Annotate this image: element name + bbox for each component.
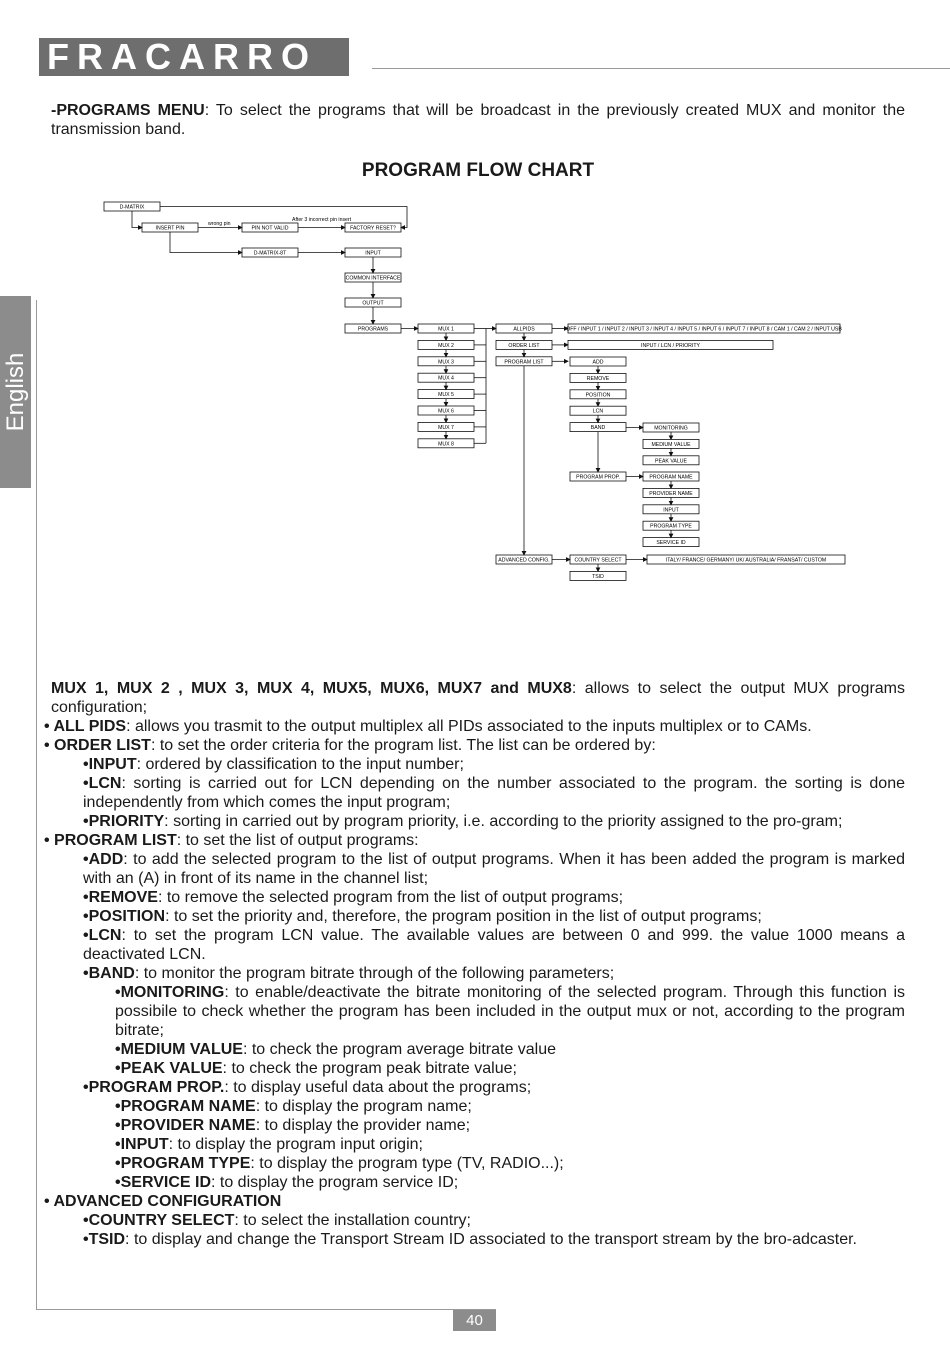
node-allpids-options (566, 324, 842, 333)
node-advanced-config (496, 555, 552, 564)
node-mux-7-label: MUX 7 (438, 424, 454, 431)
item-description: : sorting is carried out for LCN depending on the number associated to the program. the sorting is done independently from which comes the input program; (83, 775, 905, 811)
node-lcn-label: LCN (592, 408, 604, 415)
intro-paragraph (51, 101, 905, 139)
node-program-type (643, 521, 699, 530)
item-term: •TSID (83, 1231, 126, 1248)
item-term: •PROGRAM PROP. (83, 1079, 225, 1096)
node-mux-1 (418, 324, 474, 333)
node-program-name-label: PROGRAM NAME (649, 474, 693, 481)
node-mux-2 (418, 340, 474, 349)
description-body (0, 679, 950, 1249)
page-frame-bottom (36, 1309, 496, 1310)
node-medium-value (643, 439, 699, 448)
item-description: : to monitor the program bitrate through of the following parameters; (134, 965, 615, 982)
description-item (83, 755, 905, 774)
item-term: •MEDIUM VALUE (115, 1041, 243, 1058)
item-description: : to display the program name; (255, 1098, 472, 1115)
node-peak-value-label: PEAK VALUE (655, 458, 687, 465)
node-remove (570, 373, 626, 382)
item-term: •INPUT (83, 756, 137, 773)
description-item (115, 983, 905, 1040)
node-dmatrix8t-label: D-MATRIX-8T (253, 250, 287, 257)
node-factory-reset (345, 223, 401, 232)
intro-text: : To select the programs that will be broadcast in the previously created MUX and monitor the transmission band. (51, 102, 906, 138)
item-term: MUX 1, MUX 2 , MUX 3, MUX 4, MUX5, MUX6, MUX7 and MUX8 (51, 680, 572, 697)
node-mux-1-label: MUX 1 (438, 326, 454, 333)
item-description: : to display and change the Transport Stream ID associated to the transport stream by the bro-adcaster. (125, 1231, 857, 1248)
node-service-id (643, 538, 699, 547)
item-term: • ORDER LIST (44, 737, 151, 754)
node-band-label: BAND (590, 425, 606, 432)
item-term: •BAND (83, 965, 135, 982)
item-term: •LCN (83, 927, 122, 944)
item-description: : to display the program type (TV, RADIO...); (250, 1155, 564, 1172)
description-item (115, 1154, 905, 1173)
node-peak-value (643, 456, 699, 465)
node-provider-name (643, 488, 699, 497)
node-mux-5-label: MUX 5 (438, 392, 454, 399)
description-item (115, 1040, 905, 1059)
node-prop-input-label: INPUT (663, 507, 679, 514)
item-term: •SERVICE ID (115, 1174, 211, 1191)
node-input (345, 248, 401, 257)
node-program-prop-label: PROGRAM PROP. (576, 474, 620, 481)
node-common-interface (345, 273, 401, 282)
item-description: : to display the program input origin; (168, 1136, 423, 1153)
node-medium-value-label: MEDIUM VALUE (651, 441, 691, 448)
node-advanced-config-label: ADVANCED CONFIG. (498, 557, 550, 564)
description-item (83, 888, 905, 907)
node-mux-6 (418, 406, 474, 415)
node-order-options (568, 340, 773, 349)
item-description: : to display useful data about the programs; (224, 1079, 532, 1096)
item-term: • ALL PIDS (44, 718, 127, 735)
node-position-label: POSITION (585, 392, 611, 399)
item-term: •POSITION (83, 908, 166, 925)
node-allpids-label: ALLPIDS (513, 326, 535, 333)
node-input-label: INPUT (365, 250, 381, 257)
node-order-options-label: INPUT / LCN / PRIORITY (641, 342, 700, 349)
node-dmatrix-label: D-MATRIX (119, 204, 145, 211)
description-item (83, 774, 905, 812)
node-country-select (570, 555, 626, 564)
node-mux-5 (418, 390, 474, 399)
page-number: 40 (453, 1310, 496, 1331)
node-mux-3-label: MUX 3 (438, 359, 454, 366)
node-country-options (647, 555, 845, 564)
node-insert-pin-label: INSERT PIN (155, 225, 185, 232)
description-item (83, 964, 905, 983)
node-prop-input (643, 505, 699, 514)
item-description: : to check the program average bitrate value (242, 1041, 557, 1058)
description-item (115, 1135, 905, 1154)
brand-logo: FRACARRO (39, 38, 349, 76)
node-monitoring (643, 423, 699, 432)
node-allpids-options-label: OFF / INPUT 1 / INPUT 2 / INPUT 3 / INPUT 4 / INPUT 5 / INPUT 6 / INPUT 7 / INPUT 8 / CAM 1 / CAM 2 / INPUT USB (566, 326, 842, 333)
item-term: •PROGRAM TYPE (115, 1155, 251, 1172)
description-item (83, 1078, 905, 1097)
description-item (83, 907, 905, 926)
description-item (115, 1097, 905, 1116)
node-mux-3 (418, 357, 474, 366)
header-rule (372, 68, 950, 69)
note-after-3: After 3 incorrect pin insert (292, 217, 352, 223)
node-monitoring-label: MONITORING (654, 425, 688, 432)
item-term: •LCN (83, 775, 122, 792)
item-description: : sorting in carried out by program priority, i.e. according to the priority assigned to the pro-gram; (164, 813, 843, 830)
item-term: •PRIORITY (83, 813, 165, 830)
item-description: : to display the program service ID; (211, 1174, 459, 1191)
node-output (345, 298, 401, 307)
description-item (115, 1116, 905, 1135)
node-insert-pin (142, 223, 198, 232)
node-programs (345, 324, 401, 333)
node-provider-name-label: PROVIDER NAME (649, 490, 693, 497)
item-description: : to set the priority and, therefore, the program position in the list of output programs; (165, 908, 762, 925)
item-description: : to check the program peak bitrate value; (222, 1060, 517, 1077)
item-description: : allows to select the output MUX programs configuration; (51, 680, 906, 716)
note-wrong-pin: wrong pin (208, 221, 231, 227)
node-programs-label: PROGRAMS (357, 326, 389, 333)
node-dmatrix (104, 202, 160, 211)
item-term: • ADVANCED CONFIGURATION (44, 1193, 282, 1210)
node-program-prop (570, 472, 626, 481)
item-term: •PROVIDER NAME (115, 1117, 256, 1134)
description-item (83, 1230, 905, 1249)
node-allpids (496, 324, 552, 333)
item-description: : to set the list of output programs: (176, 832, 419, 849)
node-mux-4-label: MUX 4 (438, 375, 454, 382)
node-mux-8 (418, 439, 474, 448)
description-item (44, 1192, 905, 1211)
description-item (51, 679, 905, 717)
item-description: : to remove the selected program from the list of output programs; (157, 889, 624, 906)
node-common-interface-label: COMMON INTERFACE (345, 275, 401, 282)
item-description: : to set the program LCN value. The available values are between 0 and 999. the value 1000 means a deactivated LCN. (83, 927, 905, 963)
item-term: •PEAK VALUE (115, 1060, 223, 1077)
item-term: •MONITORING (115, 984, 225, 1001)
node-band (570, 423, 626, 432)
description-item (83, 1211, 905, 1230)
node-order-list (496, 340, 552, 349)
node-output-label: OUTPUT (362, 300, 384, 307)
node-program-list-label: PROGRAM LIST (504, 359, 544, 366)
node-tsid-label: TSID (592, 573, 604, 580)
item-term: •INPUT (115, 1136, 169, 1153)
description-item (83, 926, 905, 964)
description-item (83, 812, 905, 831)
node-country-select-label: COUNTRY SELECT (574, 557, 622, 564)
description-item (115, 1059, 905, 1078)
node-order-list-label: ORDER LIST (508, 342, 540, 349)
node-pin-not-valid-label: PIN NOT VALID (251, 225, 289, 232)
item-term: • PROGRAM LIST (44, 832, 177, 849)
language-tab (0, 296, 31, 488)
item-description: : to enable/deactivate the bitrate monitoring of the selected program. Through this function is possibile to check whether the program has been included in the output mux or not, according to the program bitrate; (115, 984, 905, 1039)
program-flow-chart (100, 198, 860, 588)
node-mux-7 (418, 422, 474, 431)
item-description: : ordered by classification to the input number; (136, 756, 464, 773)
node-position (570, 390, 626, 399)
item-term: •PROGRAM NAME (115, 1098, 256, 1115)
item-description: : to select the installation country; (234, 1212, 471, 1229)
node-program-name (643, 472, 699, 481)
item-description: : allows you trasmit to the output multiplex all PIDs associated to the inputs multiplex or to CAMs. (126, 718, 812, 735)
node-remove-label: REMOVE (586, 375, 610, 382)
node-service-id-label: SERVICE ID (656, 540, 686, 547)
node-mux-2-label: MUX 2 (438, 342, 454, 349)
node-dmatrix8t (242, 248, 298, 257)
node-mux-8-label: MUX 8 (438, 441, 454, 448)
node-add-label: ADD (592, 359, 604, 366)
node-mux-4 (418, 373, 474, 382)
language-tab-label: English (2, 352, 29, 432)
item-term: •REMOVE (83, 889, 158, 906)
node-country-options-label: ITALY/ FRANCE/ GERMANY/ UK/ AUSTRALIA/ FRANSAT/ CUSTOM (665, 557, 827, 564)
node-tsid (570, 571, 626, 580)
description-item (44, 831, 905, 850)
intro-heading: -PROGRAMS MENU (51, 102, 205, 119)
description-item (83, 850, 905, 888)
node-pin-not-valid (242, 223, 298, 232)
item-description: : to add the selected program to the list of output programs. When it has been added the program is marked with an (A) in front of its name in the channel list; (83, 851, 905, 887)
node-add (570, 357, 626, 366)
item-description: : to display the provider name; (255, 1117, 471, 1134)
item-term: •COUNTRY SELECT (83, 1212, 235, 1229)
description-item (44, 736, 905, 755)
node-program-list (496, 357, 552, 366)
item-term: •ADD (83, 851, 124, 868)
node-factory-reset-label: FACTORY RESET? (350, 225, 396, 232)
chart-title: PROGRAM FLOW CHART (361, 160, 595, 181)
description-item (44, 717, 905, 736)
description-item (115, 1173, 905, 1192)
node-mux-6-label: MUX 6 (438, 408, 454, 415)
node-program-type-label: PROGRAM TYPE (650, 523, 692, 530)
item-description: : to set the order criteria for the program list. The list can be ordered by: (150, 737, 656, 754)
node-lcn (570, 406, 626, 415)
